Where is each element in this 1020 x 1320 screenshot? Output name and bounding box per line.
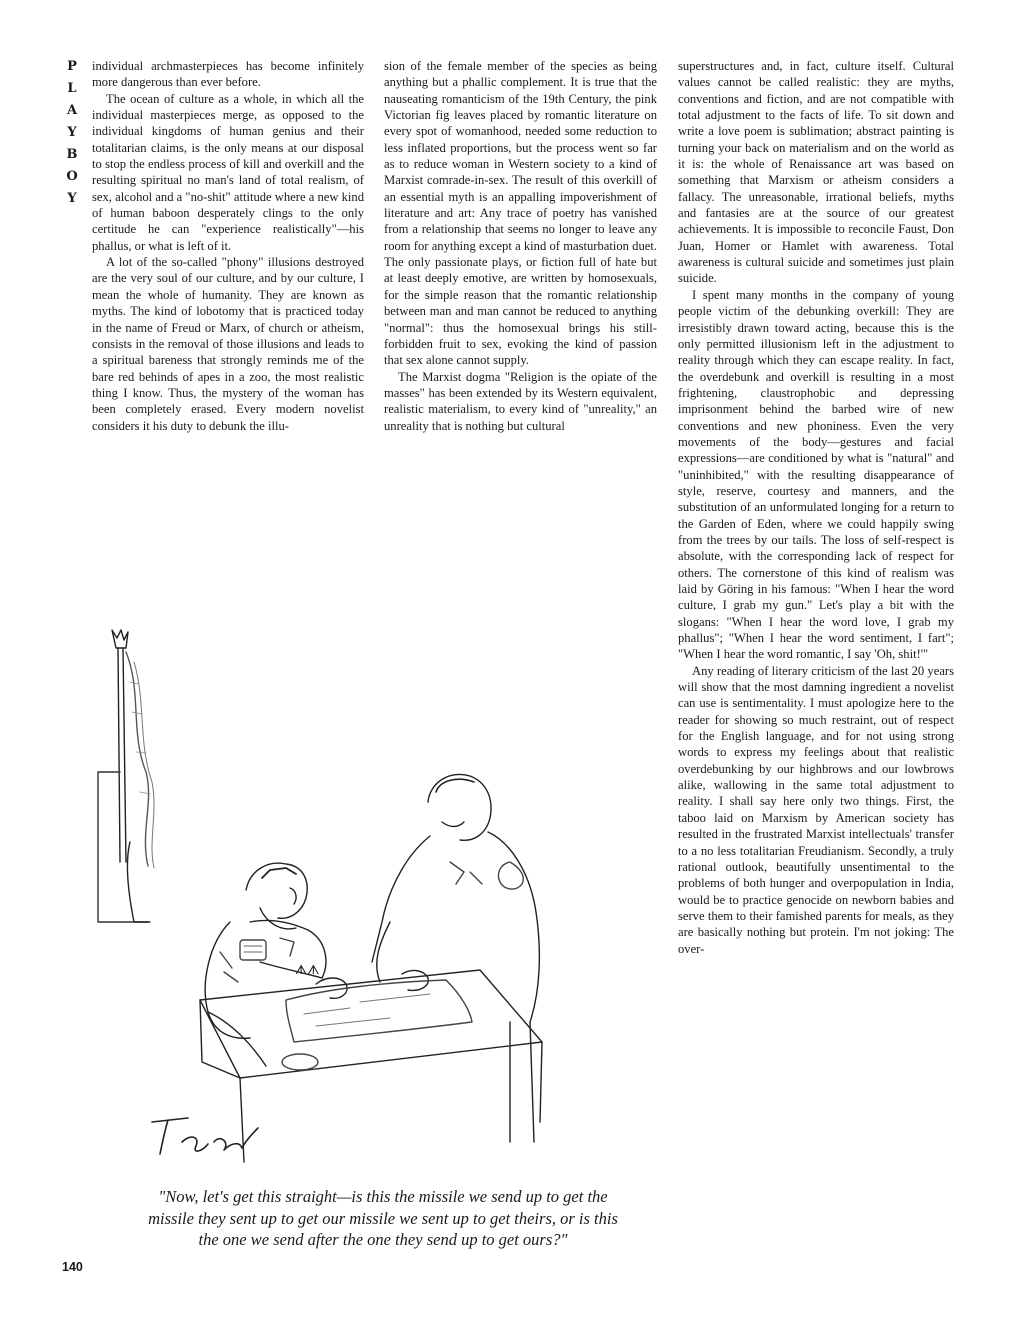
masthead-letter: A bbox=[66, 103, 78, 118]
masthead-letter: O bbox=[66, 169, 78, 184]
paragraph: superstructures and, in fact, culture itself. Cultural values cannot be called realistic: they are myths, conventions and fiction, and are not compatible with total adjustment to the facts of life. To sit down and write a love poem is sublimation; abstract painting is turning your back on materialism and on the world as it is: the whole of Renaissance art was based on something that Marxism or atheism considers a fallacy. The unreasonable, irrational beliefs, myths and fantasies are at the source of our greatest achievements. It is impossible to reconcile Faust, Don Juan, Homer or Hamlet with awareness. Total awareness is cultural suicide and sometimes just plain suicide. bbox=[678, 59, 954, 286]
paragraph: A lot of the so-called "phony" illusions destroyed are the very soul of our culture, and by our culture, I mean the whole of humanity. They are known as myths. The kind of lobotomy that is practiced today in the name of Freud or Marx, of church or atheism, consists in the removal of those illusions and leads to a spiritual bareness that strongly reminds me of the bare red behinds of apes in a zoo, the most realistic thing I know. Thus, the mystery of the woman has been completely erased. Every modern novelist considers it his duty to debunk the illu- bbox=[92, 255, 364, 433]
magazine-masthead bbox=[62, 60, 82, 214]
paragraph: sion of the female member of the species as being anything but a phallic complement. It is true that the nauseating romanticism of the 19th Century, the pink Victorian fig leaves placed by romantic literature on every spot of womanhood, needed some reduction to less inflated proportions, but the process went so far as to reduce woman in Western society to a kind of Marxist comrade-in-sex. The result of this overkill of an essential myth is an appalling impoverishment of literature and art: Any trace of poetry has vanished from a relationship that seems no longer to leave any room for anything except a kind of masturbation duet. The only passionate plays, or fiction full of hate but at least deeply emotive, are written by homosexuals, for the simple reason that the romantic relationship between man and man cannot be reduced to anything "normal": thus the homosexual brings his still-forbidden fruit to sex, evoking the kind of passion that sex alone cannot supply. bbox=[384, 59, 657, 368]
text-column-3 bbox=[678, 58, 954, 957]
paragraph: I spent many months in the company of young people victim of the debunking overkill: They are irresistibly drawn toward acting, because this is the only permitted illusionism left in the adjustment to reality through which they can escape reality. In fact, the overdebunk and overkill is resulting in a most frightening, claustrophobic and depressing imprisonment behind the barbed wire of new conventions and new phoniness. Even the very movements of the body—gestures and facial expressions—are conditioned by what is "natural" and "uninhibited," with the resulting disappearance of style, reserve, courtesy and manners, and the substitution of an unformulated longing for a return to the Garden of Eden, where we could happily swing from the trees by our tails. The loss of self-respect is absolute, with the corresponding lack of respect for others. The cornerstone of this kind of realism was laid by Göring in his famous: "When I hear the word culture, I grab my gun." Let's play a bit with the slogans: "When I hear the word love, I grab my phallus"; "When I hear the word sentiment, I fart"; "When I hear the word romantic, I say 'Oh, shit!'" bbox=[678, 287, 954, 662]
text-column-2 bbox=[384, 58, 657, 434]
paragraph: individual archmasterpieces has become infinitely more dangerous than ever before. bbox=[92, 59, 364, 90]
text-column-1 bbox=[92, 58, 364, 434]
svg-text:ᗑᗑ: ᗑᗑ bbox=[295, 963, 320, 978]
cartoon-caption: "Now, let's get this straight—is this the missile we send up to get the missile they sent up to get our missile we sent up to get theirs, or is this the one we send after the one they send up to get ours?" bbox=[148, 1187, 618, 1249]
page-number: 140 bbox=[62, 1260, 83, 1274]
masthead-letter: Y bbox=[67, 125, 77, 140]
paragraph: The ocean of culture as a whole, in which all the individual masterpieces merge, as opposed to the individual kingdoms of human genius and their totalitarian claims, is the only means at our disposal to stop the endless process of kill and overkill and the resulting spiritual no man's land of total realism, of sex, alcohol and a "no-shit" attitude where a new kind of human baboon desperately clings to the only certitude he can "experience realistically"—his phallus, or what is left of it. bbox=[92, 91, 364, 253]
masthead-letter: Y bbox=[67, 191, 77, 206]
paragraph: The Marxist dogma "Religion is the opiate of the masses" has been extended by its Western equivalent, realistic materialism, to every kind of "unreality," an unreality that is nothing but cultural bbox=[384, 369, 657, 433]
cartoon-illustration bbox=[90, 622, 656, 1182]
masthead-letter: P bbox=[67, 59, 77, 74]
paragraph: Any reading of literary criticism of the last 20 years will show that the most damning ingredient a novelist can use is sentimentality. I must apologize here to the reader for showing so much restraint, out of respect for the English language, and for not using strong words to express my feelings about that realistic overdebunking by our highbrows and our lowbrows alike, wallowing in the same total adjustment to reality. I shall say here only two things. First, the taboo laid on Marxism by American society has resulted in the frustrated Marxist intellectuals' transfer to a no less totalitarian Freudianism. Secondly, a truly rational outlook, beautifully unsentimental to the problems of both hunger and overpopulation in India, would be to practice genocide on newborn babies and serve them to their famished parents for meals, as they are basically nothing but protein. I'm not joking: The over- bbox=[678, 663, 954, 956]
masthead-letter: B bbox=[66, 147, 78, 162]
masthead-letter: L bbox=[67, 81, 77, 96]
